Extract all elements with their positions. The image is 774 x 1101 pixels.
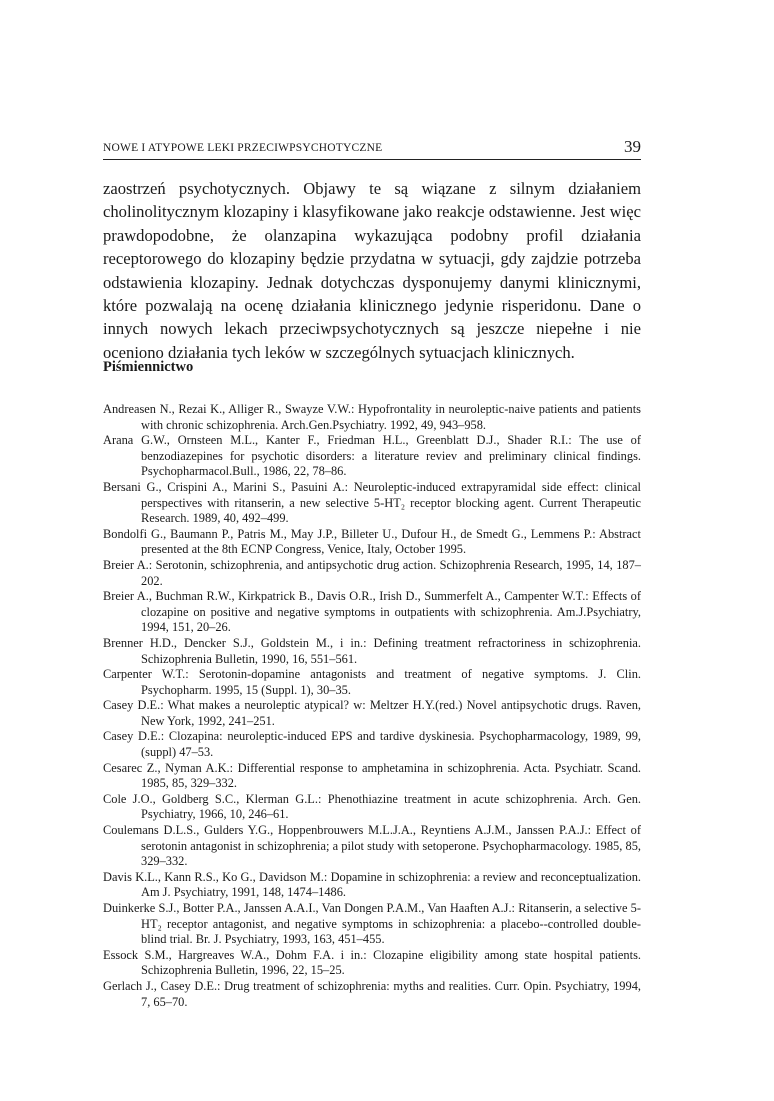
reference-entry: Andreasen N., Rezai K., Alliger R., Swayze V.W.: Hypofrontality in neuroleptic-naive patients and patients with chronic schizophrenia. Arch.Gen.Psychiatry. 1992, 49, 943–958. xyxy=(103,402,641,432)
body-paragraph: zaostrzeń psychotycznych. Objawy te są wiązane z silnym działaniem cholinolitycznym klozapiny i klasyfikowane jako reakcje odstawienne. Jest więc prawdopodobne, że olanzapina wykazująca podobny profil działania receptorowego do klozapiny będzie przydatna w sytuacji, gdy zajdzie potrzeba odstawienia klozapiny. Jednak dotychczas dysponujemy danymi klinicznymi, które pozwalają na ocenę działania klinicznego jedynie risperidonu. Dane o innych nowych lekach przeciwpsychotycznych są jeszcze niepełne i nie oceniono działania tych leków w szczególnych sytuacjach klinicznych. xyxy=(103,179,641,362)
reference-entry: Breier A.: Serotonin, schizophrenia, and antipsychotic drug action. Schizophrenia Research, 1995, 14, 187–202. xyxy=(103,557,641,588)
reference-entry: Duinkerke S.J., Botter P.A., Janssen A.A.I., Van Dongen P.A.M., Van Haaften A.J.: Ritanserin, a selective 5-HT₂ receptor antagonist, and negative symptoms in schizophrenia: a placebo--controlled double-blind trial. Br. J. Psychiatry, 1993, 163, 451–455. xyxy=(103,901,641,947)
reference-entry: Bersani G., Crispini A., Marini S., Pasuini A.: Neuroleptic-induced extrapyramidal side effect: clinical perspectives with ritanserin, a new selective 5-HT₂ receptor blocking agent. Current Therapeutic Research. 1989, 40, 492–499. xyxy=(103,479,641,526)
running-title: NOWE I ATYPOWE LEKI PRZECIWPSYCHOTYCZNE xyxy=(103,142,383,154)
reference-entry: Cesarec Z., Nyman A.K.: Differential response to amphetamina in schizophrenia. Acta. Psychiatr. Scand. 1985, 85, 329–332. xyxy=(103,760,641,791)
reference-list xyxy=(103,402,641,1010)
reference-entry: Davis K.L., Kann R.S., Ko G., Davidson M.: Dopamine in schizophrenia: a review and reconceptualization. Am J. Psychiatry, 1991, 148, 1474–1486. xyxy=(103,869,641,900)
reference-entry: Breier A., Buchman R.W., Kirkpatrick B., Davis O.R., Irish D., Summerfelt A., Campenter W.T.: Effects of clozapine on positive and negative symptoms in outpatients with schizophrenia. Am.J.Psychiatry, 1994, 151, 20–26. xyxy=(103,589,641,635)
reference-entry: Coulemans D.L.S., Gulders Y.G., Hoppenbrouwers M.L.J.A., Reyntiens A.J.M., Janssen P.A.J.: Effect of serotonin antagonist in schizophrenia; a pilot study with setoperone. Psychopharmacology. 1985, 85, 329–332. xyxy=(103,823,641,869)
reference-entry: Casey D.E.: What makes a neuroleptic atypical? w: Meltzer H.Y.(red.) Novel antipsychotic drugs. Raven, New York, 1992, 241–251. xyxy=(103,698,641,728)
reference-entry: Essock S.M., Hargreaves W.A., Dohm F.A. i in.: Clozapine eligibility among state hospital patients. Schizophrenia Bulletin, 1996, 22, 15–25. xyxy=(103,947,641,978)
reference-entry: Gerlach J., Casey D.E.: Drug treatment of schizophrenia: myths and realities. Curr. Opin. Psychiatry, 1994, 7, 65–70. xyxy=(103,978,641,1009)
reference-entry: Carpenter W.T.: Serotonin-dopamine antagonists and treatment of negative symptoms. J. Clin. Psychopharm. 1995, 15 (Suppl. 1), 30–35. xyxy=(103,667,641,697)
page-number: 39 xyxy=(624,137,641,156)
reference-entry: Brenner H.D., Dencker S.J., Goldstein M., i in.: Defining treatment refractoriness in schizophrenia. Schizophrenia Bulletin, 1990, 16, 551–561. xyxy=(103,635,641,666)
reference-entry: Cole J.O., Goldberg S.C., Klerman G.L.: Phenothiazine treatment in acute schizophrenia. Arch. Gen. Psychiatry, 1966, 10, 246–61. xyxy=(103,791,641,822)
reference-entry: Arana G.W., Ornsteen M.L., Kanter F., Friedman H.L., Greenblatt D.J., Shader R.I.: The use of benzodiazepines for psychotic disorders: a literature reviev and preliminary clinical findings. Psychopharmacol.Bull., 1986, 22, 78–86. xyxy=(103,433,641,479)
running-header xyxy=(103,137,641,160)
section-heading: Piśmiennictwo xyxy=(103,359,194,375)
reference-entry: Bondolfi G., Baumann P., Patris M., May J.P., Billeter U., Dufour H., de Smedt G., Lemmens P.: Abstract presented at the 8th ECNP Congress, Venice, Italy, October 1995. xyxy=(103,526,641,557)
reference-entry: Casey D.E.: Clozapina: neuroleptic-induced EPS and tardive dyskinesia. Psychopharmacology, 1989, 99, (suppl) 47–53. xyxy=(103,729,641,760)
